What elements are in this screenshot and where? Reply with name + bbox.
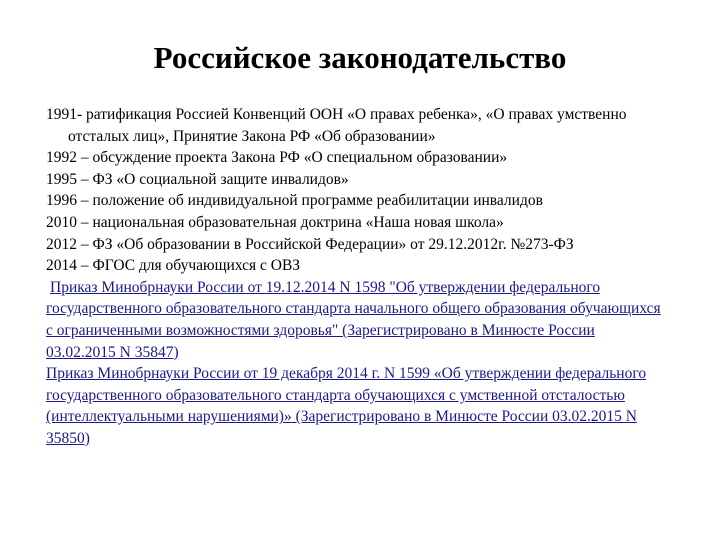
- order-1599-link[interactable]: Приказ Минобрнауки России от 19 декабря 2014 г. N 1599 «Об утверждении федерального государственного образовательного стандарта обучающихся с умственной отсталостью (интеллектуальными нарушениями)» (Зарегистрировано в Минюсте России 03.02.2015 N 35850): [46, 365, 647, 447]
- order-1598-link[interactable]: Приказ Минобрнауки России от 19.12.2014 N 1598 "Об утверждении федерального государственного образовательного стандарта начального общего образования обучающихся с ограниченными возможностями здоровья" (Зарегистрировано в Минюсте России 03.02.2015 N 35847): [46, 278, 661, 361]
- list-item-2014: 2014 – ФГОС для обучающихся с ОВЗ: [46, 257, 301, 275]
- list-item-1996: 1996 – положение об индивидуальной программе реабилитации инвалидов: [46, 192, 543, 210]
- slide-title: Российское законодательство: [153, 40, 567, 75]
- list-item-1991: 1991- ратификация Россией Конвенций ООН «О правах ребенка», «О правах умственно отсталых лиц», Принятие Закона РФ «Об образовании»: [46, 106, 627, 145]
- link-item-order-1599: [46, 363, 666, 449]
- link-item-order-1598: [46, 277, 666, 363]
- list-item-2012: 2012 – ФЗ «Об образовании в Российской Федерации» от 29.12.2012г. №273-ФЗ: [46, 235, 574, 253]
- list-item-1995: 1995 – ФЗ «О социальной защите инвалидов»: [46, 170, 349, 188]
- list-item-2010: 2010 – национальная образовательная доктрина «Наша новая школа»: [46, 213, 504, 231]
- list-item-1992: 1992 – обсуждение проекта Закона РФ «О специальном образовании»: [46, 149, 508, 167]
- slide-body: [46, 104, 666, 450]
